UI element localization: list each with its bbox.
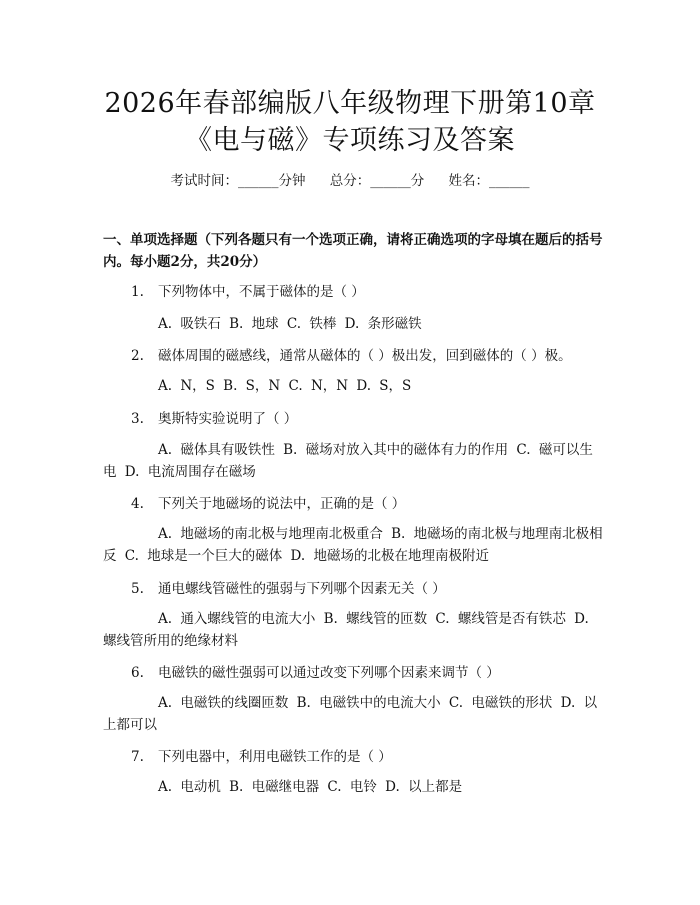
question-number: 7. xyxy=(131,749,144,765)
student-name-field: 姓名：______ xyxy=(448,173,530,189)
question-7 xyxy=(103,746,603,768)
question-2-options: A. N，S B. S，N C. N，N D. S，S xyxy=(158,378,412,394)
question-1-options: A. 吸铁石 B. 地球 C. 铁棒 D. 条形磁铁 xyxy=(158,316,422,332)
question-5 xyxy=(103,578,603,600)
question-1 xyxy=(103,281,603,303)
question-3-options: A. 磁体具有吸铁性 B. 磁场对放入其中的磁体有力的作用 C. 磁可以生电 D. 电流周围存在磁场 xyxy=(103,442,593,480)
question-6 xyxy=(103,662,603,684)
question-text: 通电螺线管磁性的强弱与下列哪个因素无关（ ） xyxy=(158,581,446,597)
question-2 xyxy=(103,345,603,367)
question-number: 2. xyxy=(131,348,144,364)
question-number: 6. xyxy=(131,665,144,681)
question-text: 磁体周围的磁感线，通常从磁体的（ ）极出发，回到磁体的（ ）极。 xyxy=(158,348,572,364)
section-header-single-choice: 一、单项选择题（下列各题只有一个选项正确，请将正确选项的字母填在题后的括号内。每小题2分，共20分） xyxy=(103,232,603,270)
question-number: 3. xyxy=(131,411,144,427)
question-4-options: A. 地磁场的南北极与地理南北极重合 B. 地磁场的南北极与地理南北极相反 C. 地球是一个巨大的磁体 D. 地磁场的北极在地理南极附近 xyxy=(103,526,603,564)
page-title-line2: 《电与磁》专项练习及答案 xyxy=(185,125,515,156)
question-number: 4. xyxy=(131,496,144,512)
question-text: 奥斯特实验说明了（ ） xyxy=(158,411,298,427)
question-4 xyxy=(103,493,603,515)
question-7-options: A. 电动机 B. 电磁继电器 C. 电铃 D. 以上都是 xyxy=(158,779,463,795)
question-3 xyxy=(103,408,603,430)
total-score-field: 总分：______分 xyxy=(329,173,425,189)
question-text: 下列关于地磁场的说法中，正确的是（ ） xyxy=(158,496,406,512)
question-5-options: A. 通入螺线管的电流大小 B. 螺线管的匝数 C. 螺线管是否有铁芯 D. 螺线管所用的绝缘材料 xyxy=(103,611,589,649)
question-number: 5. xyxy=(131,581,144,597)
question-number: 1. xyxy=(131,284,144,300)
question-text: 下列物体中，不属于磁体的是（ ） xyxy=(158,284,365,300)
page-title-line1: 2026年春部编版八年级物理下册第10章 xyxy=(104,88,596,119)
exam-time-field: 考试时间：______分钟 xyxy=(170,173,306,189)
question-text: 电磁铁的磁性强弱可以通过改变下列哪个因素来调节（ ） xyxy=(158,665,500,681)
question-text: 下列电器中，利用电磁铁工作的是（ ） xyxy=(158,749,392,765)
exam-info xyxy=(0,169,700,189)
question-6-options: A. 电磁铁的线圈匝数 B. 电磁铁中的电流大小 C. 电磁铁的形状 D. 以上都可以 xyxy=(103,695,598,733)
